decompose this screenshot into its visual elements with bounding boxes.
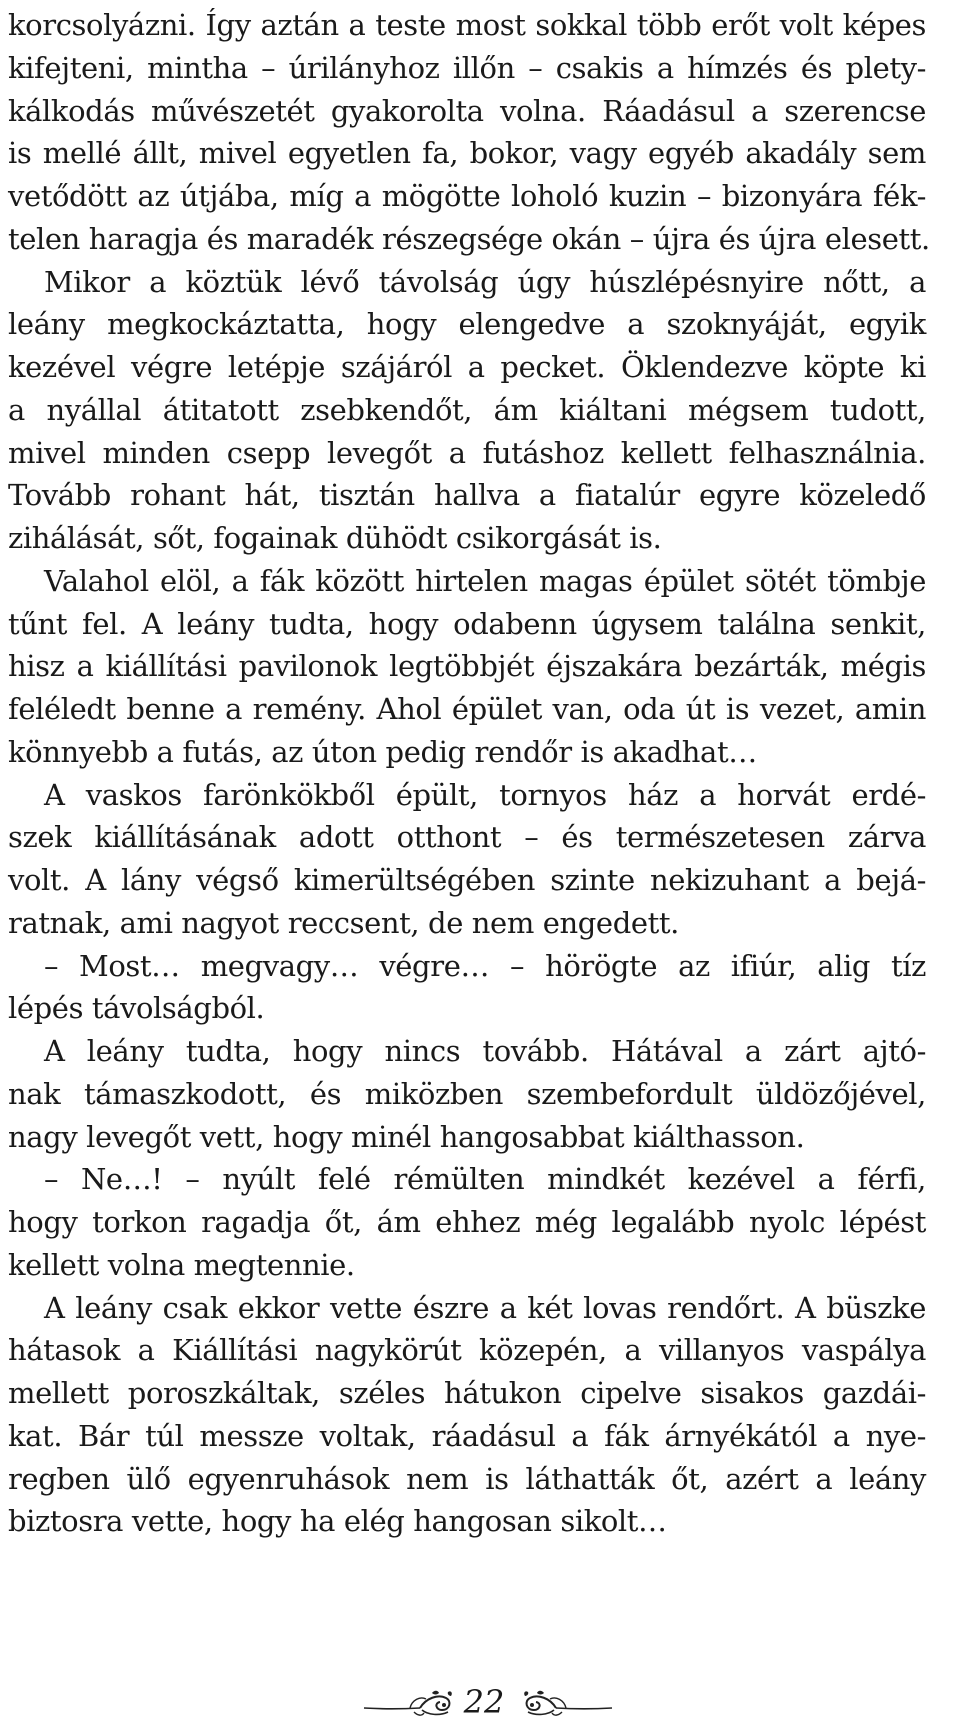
text-line: kat. Bár túl messze voltak, ráadásul a fák árnyékától a nye-	[8, 1418, 926, 1453]
text-line: tűnt fel. A leány tudta, hogy odabenn úgysem találna senkit,	[8, 606, 926, 641]
text-line: ratnak, ami nagyot reccsent, de nem engedett.	[8, 905, 679, 940]
text-line: A vaskos farönkökből épült, tornyos ház a horvát erdé-	[44, 777, 926, 812]
page-number: 22	[463, 1683, 505, 1721]
floral-ornament-right-icon	[522, 1688, 614, 1718]
text-line: Mikor a köztük lévő távolság úgy húszlépésnyire nőtt, a	[44, 264, 926, 299]
text-line: A leány csak ekkor vette észre a két lovas rendőrt. A büszke	[44, 1290, 926, 1325]
text-line: Tovább rohant hát, tisztán hallva a fiatalúr egyre közeledő	[8, 478, 926, 513]
text-line: mivel minden csepp levegőt a futáshoz kellett felhasználnia.	[8, 435, 926, 470]
text-line: kezével végre letépje szájáról a pecket. Öklendezve köpte ki	[8, 350, 926, 384]
text-line: nagy levegőt vett, hogy minél hangosabbat kiálthasson.	[8, 1119, 805, 1154]
body-text	[8, 4, 930, 1543]
text-line: lépés távolságból.	[8, 991, 265, 1026]
text-line: leány megkockáztatta, hogy elengedve a szoknyáját, egyik	[8, 307, 926, 342]
text-line: vetődött az útjába, míg a mögötte loholó kuzin – bizonyára fék-	[8, 179, 926, 213]
text-line: hisz a kiállítási pavilonok legtöbbjét éjszakára bezárták, mégis	[8, 649, 926, 684]
text-line: könnyebb a futás, az úton pedig rendőr is akadhat…	[8, 734, 757, 769]
text-line: zihálását, sőt, fogainak dühödt csikorgását is.	[8, 521, 662, 555]
text-line: kellett volna megtennie.	[8, 1247, 355, 1282]
floral-ornament-left-icon	[362, 1688, 454, 1718]
text-line: – Most… megvagy… végre… – hörögte az ifiúr, alig tíz	[44, 948, 926, 983]
text-line: telen haragja és maradék részegsége okán – újra és újra elesett.	[8, 221, 930, 256]
text-line: volt. A lány végső kimerültségében szinte nekizuhant a bejá-	[8, 863, 926, 897]
text-line: is mellé állt, mivel egyetlen fa, bokor, vagy egyéb akadály sem	[8, 136, 926, 171]
text-line: biztosra vette, hogy ha elég hangosan sikolt…	[8, 1504, 667, 1539]
text-line: Valahol elöl, a fák között hirtelen magas épület sötét tömbje	[44, 563, 926, 598]
text-line: hátasok a Kiállítási nagykörút közepén, a villanyos vaspálya	[8, 1333, 926, 1368]
text-line: nak támaszkodott, és miközben szembefordult üldözőjével,	[8, 1076, 926, 1111]
text-line: feléledt benne a remény. Ahol épület van, oda út is vezet, amin	[8, 692, 926, 726]
text-line: kifejteni, mintha – úrilányhoz illőn – csakis a hímzés és plety-	[8, 50, 926, 85]
text-line: regben ülő egyenruhások nem is láthatták őt, azért a leány	[8, 1461, 926, 1496]
text-line: szek kiállításának adott otthont – és természetesen zárva	[8, 820, 926, 855]
text-line: a nyállal átitatott zsebkendőt, ám kiáltani mégsem tudott,	[8, 392, 926, 427]
text-line: mellett poroszkáltak, széles hátukon cipelve sisakos gazdái-	[8, 1376, 926, 1410]
text-line: kálkodás művészetét gyakorolta volna. Ráadásul a szerencse	[8, 93, 926, 128]
text-line: korcsolyázni. Így aztán a teste most sokkal több erőt volt képes	[8, 8, 926, 42]
text-line: hogy torkon ragadja őt, ám ehhez még legalább nyolc lépést	[8, 1205, 926, 1239]
page-footer	[0, 1683, 960, 1721]
text-line: – Ne…! – nyúlt felé rémülten mindkét kezével a férfi,	[44, 1162, 926, 1197]
text-line: A leány tudta, hogy nincs tovább. Hátával a zárt ajtó-	[44, 1034, 926, 1068]
